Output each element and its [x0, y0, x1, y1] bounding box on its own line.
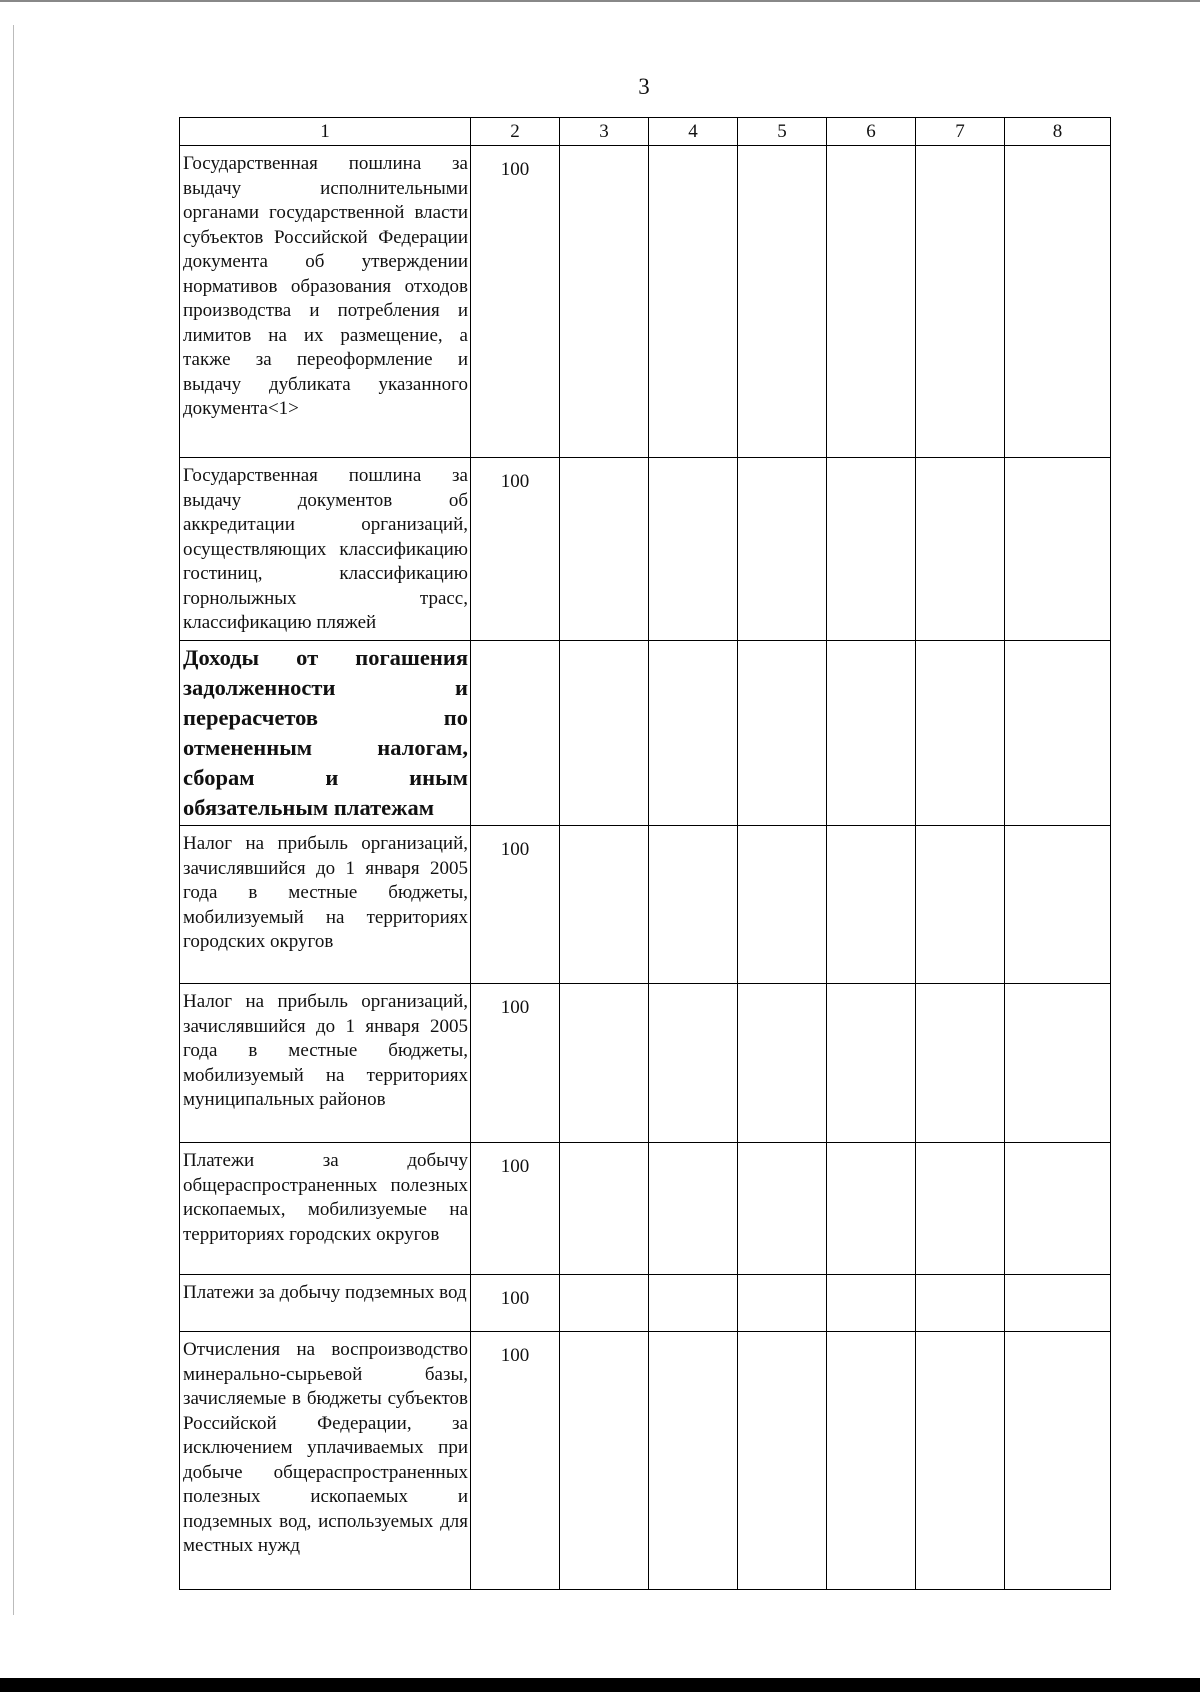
- empty-cell: [649, 641, 738, 826]
- empty-cell: [738, 984, 827, 1143]
- table-row: [180, 1275, 1111, 1332]
- page-number: 3: [638, 74, 650, 99]
- empty-cell: [916, 826, 1005, 984]
- empty-cell: [649, 1332, 738, 1590]
- empty-cell: [1005, 1143, 1111, 1275]
- empty-cell: [827, 984, 916, 1143]
- empty-cell: [738, 1143, 827, 1275]
- row-value: 100: [471, 146, 560, 458]
- scan-left-border: [13, 25, 14, 1615]
- revenue-distribution-table: [179, 117, 1111, 1590]
- row-value: 100: [471, 1143, 560, 1275]
- empty-cell: [560, 641, 649, 826]
- empty-cell: [560, 146, 649, 458]
- column-header: 7: [916, 118, 1005, 146]
- empty-cell: [1005, 1275, 1111, 1332]
- row-description: Государственная пошлина за выдачу документов об аккредитации организаций, осуществляющих классификацию гостиниц, классификацию горнолыжных трасс, классификацию пляжей: [180, 458, 471, 641]
- table-row: [180, 1332, 1111, 1590]
- row-description: Платежи за добычу общераспространенных полезных ископаемых, мобилизуемые на территориях городских округов: [180, 1143, 471, 1275]
- empty-cell: [827, 458, 916, 641]
- empty-cell: [738, 1275, 827, 1332]
- empty-cell: [827, 146, 916, 458]
- table-row: [180, 826, 1111, 984]
- empty-cell: [827, 1275, 916, 1332]
- empty-cell: [649, 1275, 738, 1332]
- scan-top-border: [0, 0, 1200, 2]
- empty-cell: [649, 1143, 738, 1275]
- empty-cell: [916, 458, 1005, 641]
- empty-cell: [916, 984, 1005, 1143]
- empty-cell: [1005, 826, 1111, 984]
- row-value: 100: [471, 1332, 560, 1590]
- row-description: Платежи за добычу подземных вод: [180, 1275, 471, 1332]
- column-header: 3: [560, 118, 649, 146]
- column-header: 5: [738, 118, 827, 146]
- empty-cell: [1005, 458, 1111, 641]
- section-heading: Доходы от погашения задолженности и перерасчетов по отмененным налогам, сборам и иным обязательным платежам: [180, 641, 471, 826]
- column-header: 1: [180, 118, 471, 146]
- empty-cell: [916, 1332, 1005, 1590]
- row-value: 100: [471, 1275, 560, 1332]
- row-value: 100: [471, 984, 560, 1143]
- row-value: 100: [471, 458, 560, 641]
- row-description: Налог на прибыль организаций, зачислявшийся до 1 января 2005 года в местные бюджеты, мобилизуемый на территориях муниципальных районов: [180, 984, 471, 1143]
- column-header: 6: [827, 118, 916, 146]
- empty-cell: [649, 458, 738, 641]
- empty-cell: [827, 1332, 916, 1590]
- header-row: [180, 118, 1111, 146]
- empty-cell: [916, 146, 1005, 458]
- empty-cell: [649, 826, 738, 984]
- empty-cell: [1005, 146, 1111, 458]
- empty-cell: [560, 1143, 649, 1275]
- empty-cell: [738, 146, 827, 458]
- empty-cell: [827, 641, 916, 826]
- row-description: Государственная пошлина за выдачу исполнительными органами государственной власти субъектов Российской Федерации документа об утверждении нормативов образования отходов производства и потребления и лимитов на их размещение, а также за переоформление и выдачу дубликата указанного документа<1>: [180, 146, 471, 458]
- empty-cell: [560, 1332, 649, 1590]
- empty-cell: [560, 1275, 649, 1332]
- column-header: 4: [649, 118, 738, 146]
- empty-cell: [916, 1275, 1005, 1332]
- table-row: [180, 1143, 1111, 1275]
- empty-cell: [1005, 641, 1111, 826]
- empty-cell: [1005, 984, 1111, 1143]
- empty-cell: [827, 826, 916, 984]
- empty-cell: [560, 458, 649, 641]
- table-row-section-heading: [180, 641, 1111, 826]
- row-value: 100: [471, 826, 560, 984]
- empty-cell: [649, 146, 738, 458]
- row-description: Налог на прибыль организаций, зачислявшийся до 1 января 2005 года в местные бюджеты, мобилизуемый на территориях городских округов: [180, 826, 471, 984]
- table-row: [180, 984, 1111, 1143]
- row-description: Отчисления на воспроизводство минерально-сырьевой базы, зачисляемые в бюджеты субъектов Российской Федерации, за исключением уплачиваемых при добыче общераспространенных полезных ископаемых и подземных вод, используемых для местных нужд: [180, 1332, 471, 1590]
- empty-cell: [560, 984, 649, 1143]
- empty-cell: [560, 826, 649, 984]
- table-row: [180, 146, 1111, 458]
- column-header: 2: [471, 118, 560, 146]
- empty-cell: [738, 641, 827, 826]
- empty-cell: [916, 1143, 1005, 1275]
- empty-cell: [649, 984, 738, 1143]
- table-row: [180, 458, 1111, 641]
- column-header: 8: [1005, 118, 1111, 146]
- scan-bottom-border: [0, 1678, 1200, 1692]
- empty-cell: [1005, 1332, 1111, 1590]
- empty-cell: [738, 826, 827, 984]
- empty-cell: [738, 458, 827, 641]
- empty-cell: [827, 1143, 916, 1275]
- empty-cell: [916, 641, 1005, 826]
- empty-cell: [738, 1332, 827, 1590]
- row-value: [471, 641, 560, 826]
